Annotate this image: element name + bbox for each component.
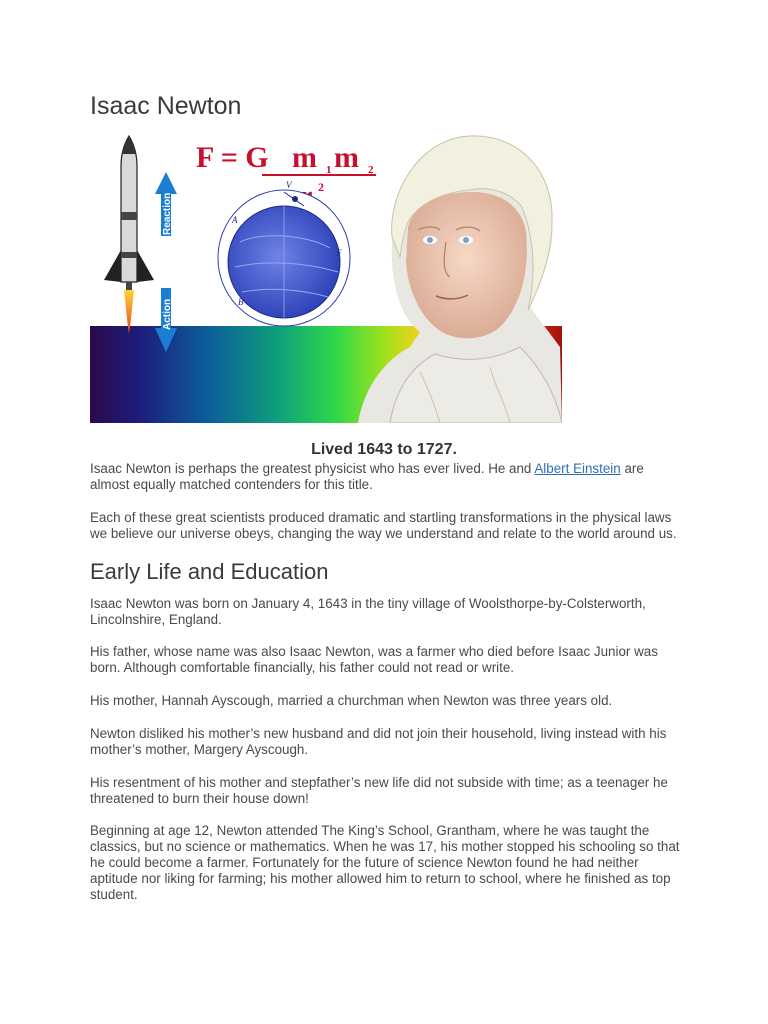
formula-lhs: F = G — [196, 141, 269, 174]
diagram-letter-a: A — [232, 215, 238, 225]
formula-sub2: 2 — [368, 164, 374, 176]
diagram-letter-b: B — [238, 297, 244, 307]
formula-m2: m — [334, 141, 359, 174]
newton-collage-image — [90, 132, 562, 423]
section-heading: Early Life and Education — [90, 559, 329, 584]
formula-power: 2 — [318, 180, 324, 194]
collage-svg — [90, 132, 562, 423]
orbit-diagram — [218, 180, 350, 326]
intro-p1-after: are almost equally matched contenders for this title. — [90, 461, 644, 492]
rocket-graphic — [104, 136, 154, 334]
early-life-paragraph-6: Beginning at age 12, Newton attended The King’s School, Grantham, where he was taught the classics, but no science or mathematics. When he was 17, his mother stopped his schooling so that he could become a farmer. Fortunately for the future of science Newton found he had neither aptitude nor liking for farming; his mother allowed him to return to school, where he finished as top student. — [90, 823, 680, 902]
page-title: Isaac Newton — [90, 92, 242, 120]
diagram-letter-f: F — [336, 248, 342, 258]
early-life-paragraph-2: His father, whose name was also Isaac Newton, was a farmer who died before Isaac Junior was born. Although comfortable financially, his father could not read or write. — [90, 644, 658, 675]
early-life-paragraph-1: Isaac Newton was born on January 4, 1643 in the tiny village of Woolsthorpe-by-Colsterworth, Lincolnshire, England. — [90, 596, 646, 627]
intro-paragraph-1 — [90, 461, 680, 493]
reaction-label: Reaction — [162, 192, 173, 235]
formula-sub1: 1 — [326, 164, 332, 176]
early-life-paragraph-3: His mother, Hannah Ayscough, married a churchman when Newton was three years old. — [90, 693, 613, 708]
lifespan-caption: Lived 1643 to 1727. — [311, 441, 457, 458]
newton-portrait — [358, 136, 562, 423]
early-life-paragraph-5: His resentment of his mother and stepfather’s new life did not subside with time; as a teenager he threatened to burn their house down! — [90, 775, 668, 806]
action-label: Action — [162, 298, 173, 330]
intro-p1-before: Isaac Newton is perhaps the greatest physicist who has ever lived. He and — [90, 461, 535, 476]
diagram-letter-v: V — [286, 180, 292, 190]
reaction-arrow-icon — [155, 172, 177, 236]
albert-einstein-link[interactable]: Albert Einstein — [534, 461, 621, 476]
formula-m1: m — [292, 141, 317, 174]
intro-paragraph-2: Each of these great scientists produced dramatic and startling transformations in the physical laws we believe our universe obeys, changing the way we understand and relate to the world around us. — [90, 510, 677, 541]
early-life-paragraph-4: Newton disliked his mother’s new husband and did not join their household, living instead with his mother’s mother, Margery Ayscough. — [90, 726, 667, 757]
